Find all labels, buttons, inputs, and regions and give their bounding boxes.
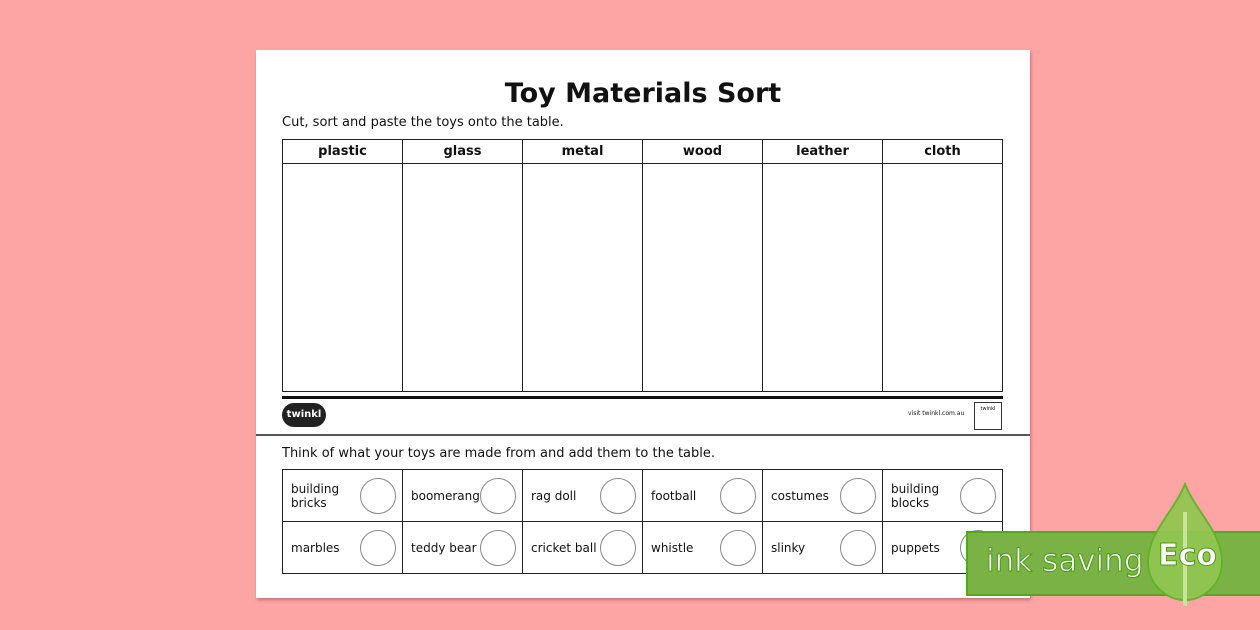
column-header: plastic (283, 140, 403, 164)
toy-label: puppets (891, 540, 940, 555)
sort-cell (643, 164, 763, 392)
sort-cell (283, 164, 403, 392)
toy-picture-icon (600, 530, 636, 566)
column-header: leather (763, 140, 883, 164)
toy-picture-icon (480, 478, 516, 514)
divider (282, 396, 1003, 399)
toy-label: costumes (771, 488, 829, 503)
worksheet (256, 50, 1030, 598)
toy-picture-icon (960, 478, 996, 514)
column-header: wood (643, 140, 763, 164)
page-title: Toy Materials Sort (504, 78, 782, 109)
cut-line (256, 434, 1030, 436)
toy-card (763, 522, 883, 574)
toy-card (763, 470, 883, 522)
column-header: cloth (883, 140, 1003, 164)
toy-picture-icon (720, 530, 756, 566)
sort-cell (523, 164, 643, 392)
toy-picture-icon (720, 478, 756, 514)
toy-card (283, 522, 403, 574)
toy-label: rag doll (531, 488, 577, 503)
sort-cell (883, 164, 1003, 392)
toy-label: football (651, 488, 697, 503)
visit-link: visit twinkl.com.au (908, 410, 965, 417)
toy-label: marbles (291, 540, 340, 555)
toy-cards (282, 469, 1003, 574)
instruction-bottom: Think of what your toys are made from and add them to the table. (282, 446, 716, 461)
toy-label: boomerang (411, 488, 480, 503)
toy-card (643, 522, 763, 574)
toy-card (403, 470, 523, 522)
toy-card (883, 470, 1003, 522)
toy-label: cricket ball (531, 540, 597, 555)
sort-cell (763, 164, 883, 392)
toy-picture-icon (480, 530, 516, 566)
eco-badge: Eco (1158, 538, 1217, 573)
toy-picture-icon (600, 478, 636, 514)
column-header: metal (523, 140, 643, 164)
toy-label: teddy bear (411, 540, 477, 555)
toy-label: building blocks (891, 481, 940, 510)
toy-card (523, 470, 643, 522)
toy-label: slinky (771, 540, 806, 555)
toy-picture-icon (360, 478, 396, 514)
toy-card (283, 470, 403, 522)
eco-label: ink saving (986, 543, 1144, 579)
column-header: glass (403, 140, 523, 164)
twinkl-badge: twinkl (974, 402, 1002, 430)
sort-table (282, 139, 1003, 392)
toy-card (643, 470, 763, 522)
sort-cell (403, 164, 523, 392)
toy-label: whistle (651, 540, 694, 555)
twinkl-logo: twinkl (282, 403, 326, 427)
toy-label: building bricks (291, 481, 340, 510)
toy-picture-icon (360, 530, 396, 566)
toy-card (403, 522, 523, 574)
toy-picture-icon (840, 530, 876, 566)
instruction-top: Cut, sort and paste the toys onto the table. (282, 115, 564, 130)
toy-picture-icon (840, 478, 876, 514)
toy-card (523, 522, 643, 574)
